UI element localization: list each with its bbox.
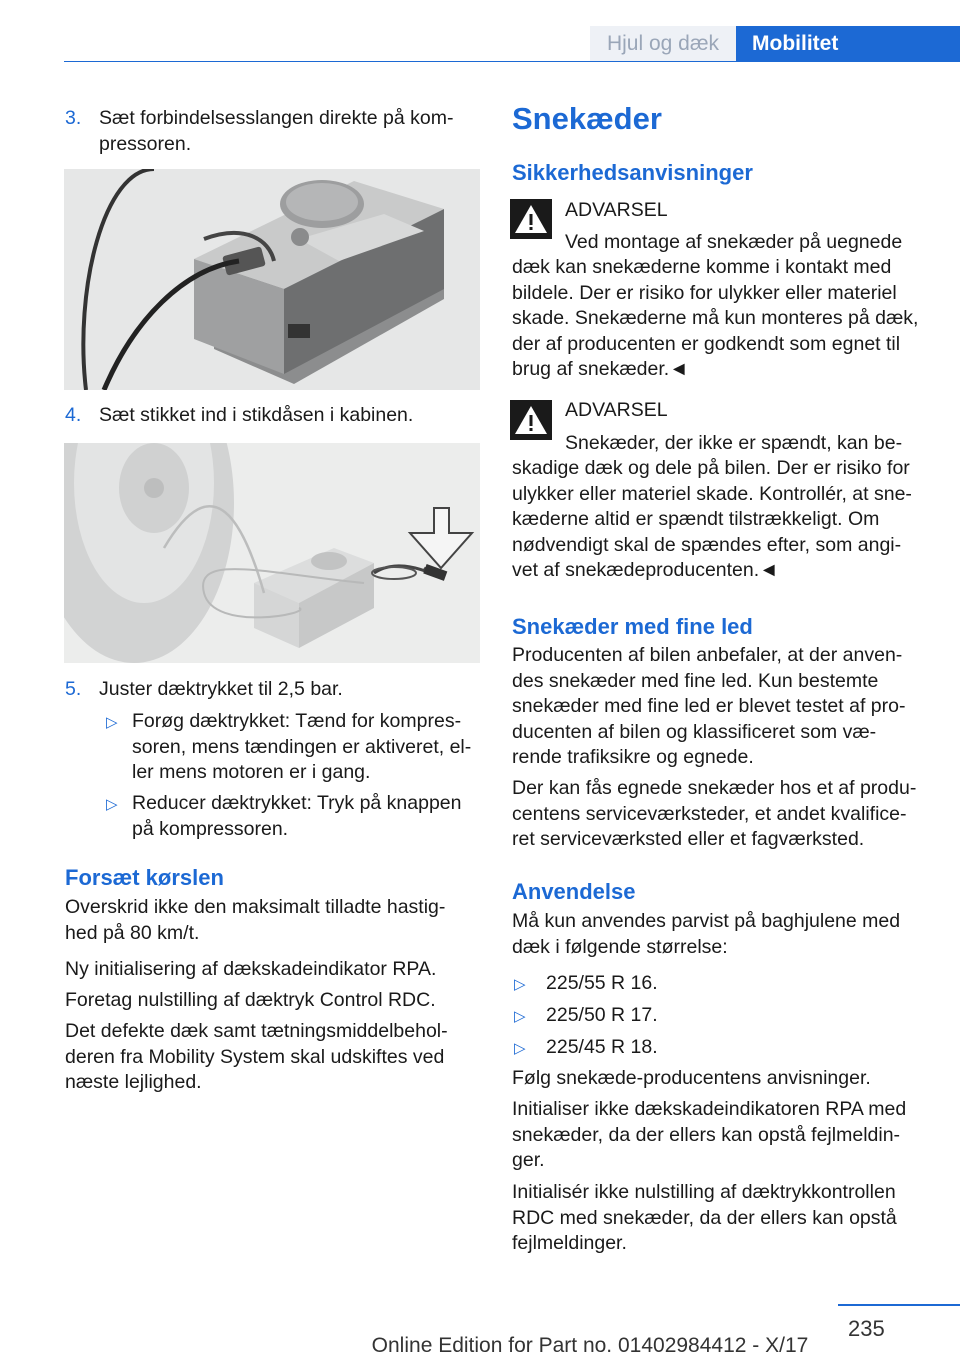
warning-icon: [510, 400, 552, 440]
bullet-reduce-pressure: Reducer dæktrykket: Tryk på knappen på kompressoren.: [132, 792, 462, 840]
continue-paragraph-4: Det defekte dæk samt tætningsmiddelbehol‐ deren fra Mobility System skal udskiftes ved næste lejlighed.: [65, 1020, 448, 1093]
warning-2-text: skadige dæk og dele på bilen. Der er risiko for ulykker eller materiel skade. Kontrollér, at sne‐ kæderne altid er spændt tilstrækkeligt. Om nødvendigt skal de spændes efter, som angi‐ vet af snekædeproducenten.◄: [512, 457, 912, 581]
step-4-number: 4.: [65, 404, 82, 426]
page-title-snow-chains: Snekæder: [512, 101, 662, 136]
warning-1-text: dæk kan snekæderne komme i kontakt med bildele. Der er risiko for ulykker eller materiel skade. Snekæderne må kun monteres på dæk, der af producenten er godkendt som egnet til brug af snekæder.◄: [512, 256, 919, 380]
page-number: 235: [848, 1316, 885, 1341]
bullet-marker: ▷: [514, 1040, 526, 1057]
step-5-number: 5.: [65, 678, 82, 700]
step-3-text: Sæt forbindelsesslangen direkte på kom‐ pressoren.: [99, 107, 454, 155]
header-tab-mobility[interactable]: Mobilitet: [736, 26, 960, 61]
continue-paragraph-1: Overskrid ikke den maksimalt tilladte hastig‐ hed på 80 km/t.: [65, 896, 446, 944]
step-5-text: Juster dæktrykket til 2,5 bar.: [99, 678, 343, 700]
tire-size-item: 225/45 R 18.: [546, 1036, 658, 1058]
header-divider: [64, 61, 960, 62]
section-title-continue-driving: Forsæt kørslen: [65, 865, 224, 890]
warning-1-label: ADVARSEL: [565, 199, 668, 221]
section-title-usage: Anvendelse: [512, 879, 636, 904]
warning-icon: [510, 199, 552, 239]
step-4-text: Sæt stikket ind i stikdåsen i kabinen.: [99, 404, 414, 426]
continue-paragraph-2: Ny initialisering af dækskadeindikator RPA.: [65, 958, 437, 980]
tire-size-item: 225/50 R 17.: [546, 1004, 658, 1026]
warning-2-label: ADVARSEL: [565, 399, 668, 421]
section-title-safety: Sikkerhedsanvisninger: [512, 160, 753, 185]
bullet-marker: ▷: [106, 796, 118, 813]
tire-size-item: 225/55 R 16.: [546, 972, 658, 994]
header-tab-wheels[interactable]: Hjul og dæk: [590, 26, 736, 61]
compressor-hose-figure: [64, 169, 480, 390]
usage-paragraph-3: Initialiser ikke dækskadeindikatoren RPA med snekæder, da der ellers kan opstå fejlmeldin‐ ger.: [512, 1098, 907, 1171]
wheel-compressor-plug-figure: [64, 443, 480, 663]
bullet-increase-pressure: Forøg dæktrykket: Tænd for kompres‐ soren, mens tændingen er aktiveret, el‐ ler mens motoren er i gang.: [132, 710, 472, 783]
bullet-marker: ▷: [514, 1008, 526, 1025]
warning-2-first-line: Snekæder, der ikke er spændt, kan be‐: [565, 432, 903, 454]
warning-1-first-line: Ved montage af snekæder på uegnede: [565, 231, 903, 253]
usage-paragraph-1: Må kun anvendes parvist på baghjulene med dæk i følgende størrelse:: [512, 910, 901, 958]
bullet-marker: ▷: [514, 976, 526, 993]
fine-chains-paragraph-1: Producenten af bilen anbefaler, at der anven‐ des snekæder med fine led. Kun bestemte snekæder med fine led er blevet testet af pro‐ ducenten af bilen og klassificeret som væ‐ rende trafiksikre og egnede.: [512, 644, 906, 768]
fine-chains-paragraph-2: Der kan fås egnede snekæder hos et af produ‐ centens serviceværksteder, et andet kvalifice‐ ret serviceværksted eller et fagværksted.: [512, 777, 917, 850]
footer-divider: [838, 1304, 960, 1306]
usage-paragraph-2: Følg snekæde-producentens anvisninger.: [512, 1067, 871, 1089]
footer-edition: Online Edition for Part no. 01402984412 - X/17: [371, 1334, 809, 1357]
usage-paragraph-4: Initialisér ikke nulstilling af dæktrykkontrollen RDC med snekæder, da der ellers kan opstå fejlmeldinger.: [512, 1181, 897, 1254]
bullet-marker: ▷: [106, 714, 118, 731]
section-title-fine-link-chains: Snekæder med fine led: [512, 614, 753, 639]
continue-paragraph-3: Foretag nulstilling af dæktryk Control RDC.: [65, 989, 436, 1011]
step-3-number: 3.: [65, 107, 82, 129]
